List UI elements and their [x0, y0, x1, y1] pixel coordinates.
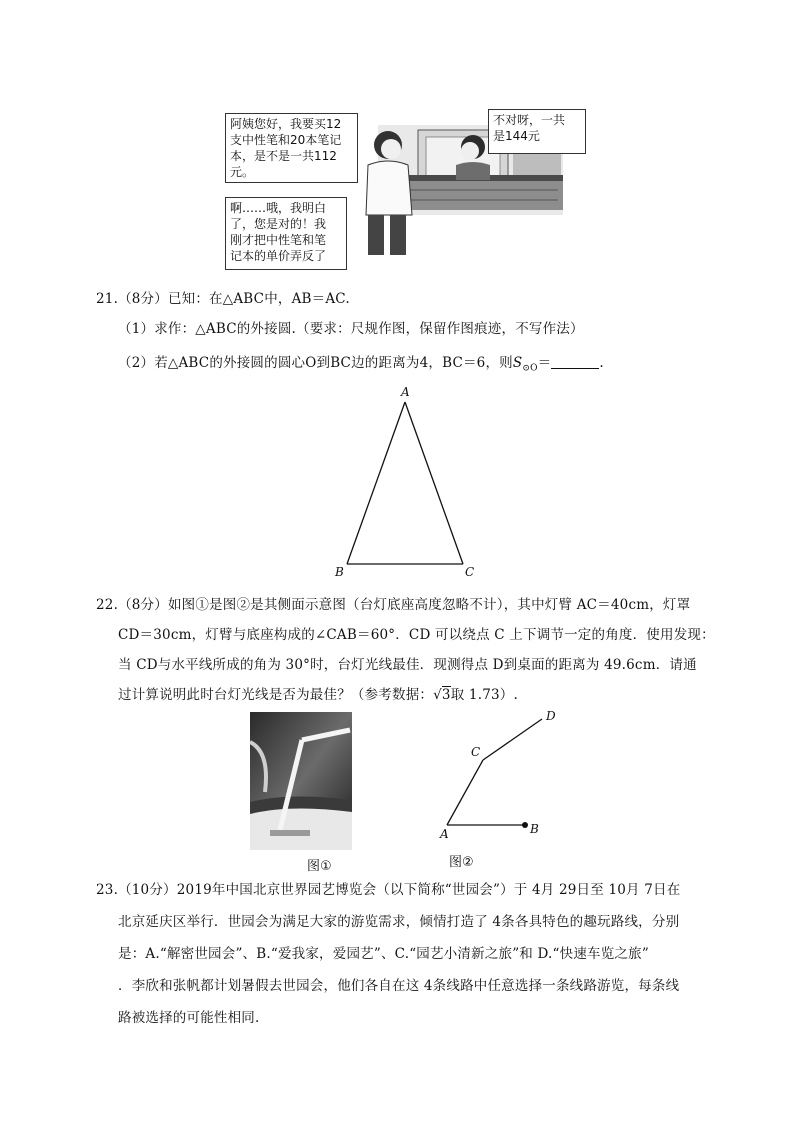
point-label-b: B [530, 822, 539, 836]
side-ac [405, 402, 463, 564]
point-label-a: A [440, 827, 449, 840]
q21-part2: （2）若△ABC的外接圆的圆心O到BC边的距离为4，BC＝6，则$S_{⊙O}=$ . [118, 355, 604, 374]
q22-line3: 当 CD与水平线所成的角为 30°时，台灯光线最佳．现测得点 D到桌面的距离为 49.6cm．请通 [118, 657, 697, 673]
speech-bubble-shopkeeper: 不对呀，一共 是144元 [488, 109, 586, 154]
q23-line4: ．李欣和张帆都计划暑假去世园会，他们各自在这 4条线路中任意选择一条线路游览，每条线 [118, 978, 680, 994]
q21-stem: 21.（8分）已知：在△ABC中，AB＝AC. [96, 291, 350, 307]
triangle-abc-figure [330, 382, 480, 582]
vertex-label-b: B [335, 565, 344, 579]
point-label-d: D [546, 709, 556, 723]
speech-bubble-customer-reply: 啊……哦，我明白 了，您是对的！我 刚才把中性笔和笔 记本的单价弄反了 [225, 197, 347, 270]
q22-line1: 22.（8分）如图①是图②是其侧面示意图（台灯底座高度忽略不计），其中灯臂 AC＝40cm，灯罩 [96, 597, 691, 613]
speech-bubble-customer: 阿姨您好，我要买12 支中性笔和20本笔记 本，是不是一共112 元。 [225, 113, 358, 183]
q23-line3: 是：A.“解密世园会”、B.“爱我家，爱园艺”、C.“园艺小清新之旅”和 D.“快速车览之旅” [118, 946, 649, 962]
lamp-schematic-figure [430, 705, 570, 840]
vertex-label-a: A [401, 385, 410, 399]
figure-1-caption: 图① [307, 859, 332, 874]
vertex-label-c: C [465, 565, 475, 579]
q22-line4: 过计算说明此时台灯光线是否为最佳？（参考数据：√3取 1.73）. [118, 687, 518, 703]
q23-line5: 路被选择的可能性相同. [118, 1010, 260, 1026]
lamp-arm-ac [447, 760, 483, 825]
point-label-c: C [471, 745, 481, 759]
answer-blank[interactable] [551, 355, 599, 369]
sqrt-symbol: √ [433, 687, 442, 703]
q23-line1: 23.（10分）2019年中国北京世界园艺博览会（以下简称“世园会”）于 4月 29日至 10月 7日在 [96, 882, 681, 898]
lamp-shade-cd [483, 719, 542, 760]
figure-2-caption: 图② [449, 855, 474, 870]
side-ab [347, 402, 405, 564]
q23-line2: 北京延庆区举行．世园会为满足大家的游览需求，倾情打造了 4条各具特色的趣玩路线，分别 [118, 914, 680, 930]
q22-line2: CD＝30cm，灯臂与底座构成的∠CAB＝60°．CD 可以绕点 C 上下调节一定的角度．使用发现： [118, 627, 715, 643]
lamp-photo-figure [250, 712, 352, 850]
point-b-dot [522, 822, 528, 828]
q21-part1: （1）求作：△ABC的外接圆.（要求：尺规作图，保留作图痕迹，不写作法） [118, 321, 584, 337]
shop-illustration [228, 105, 588, 275]
